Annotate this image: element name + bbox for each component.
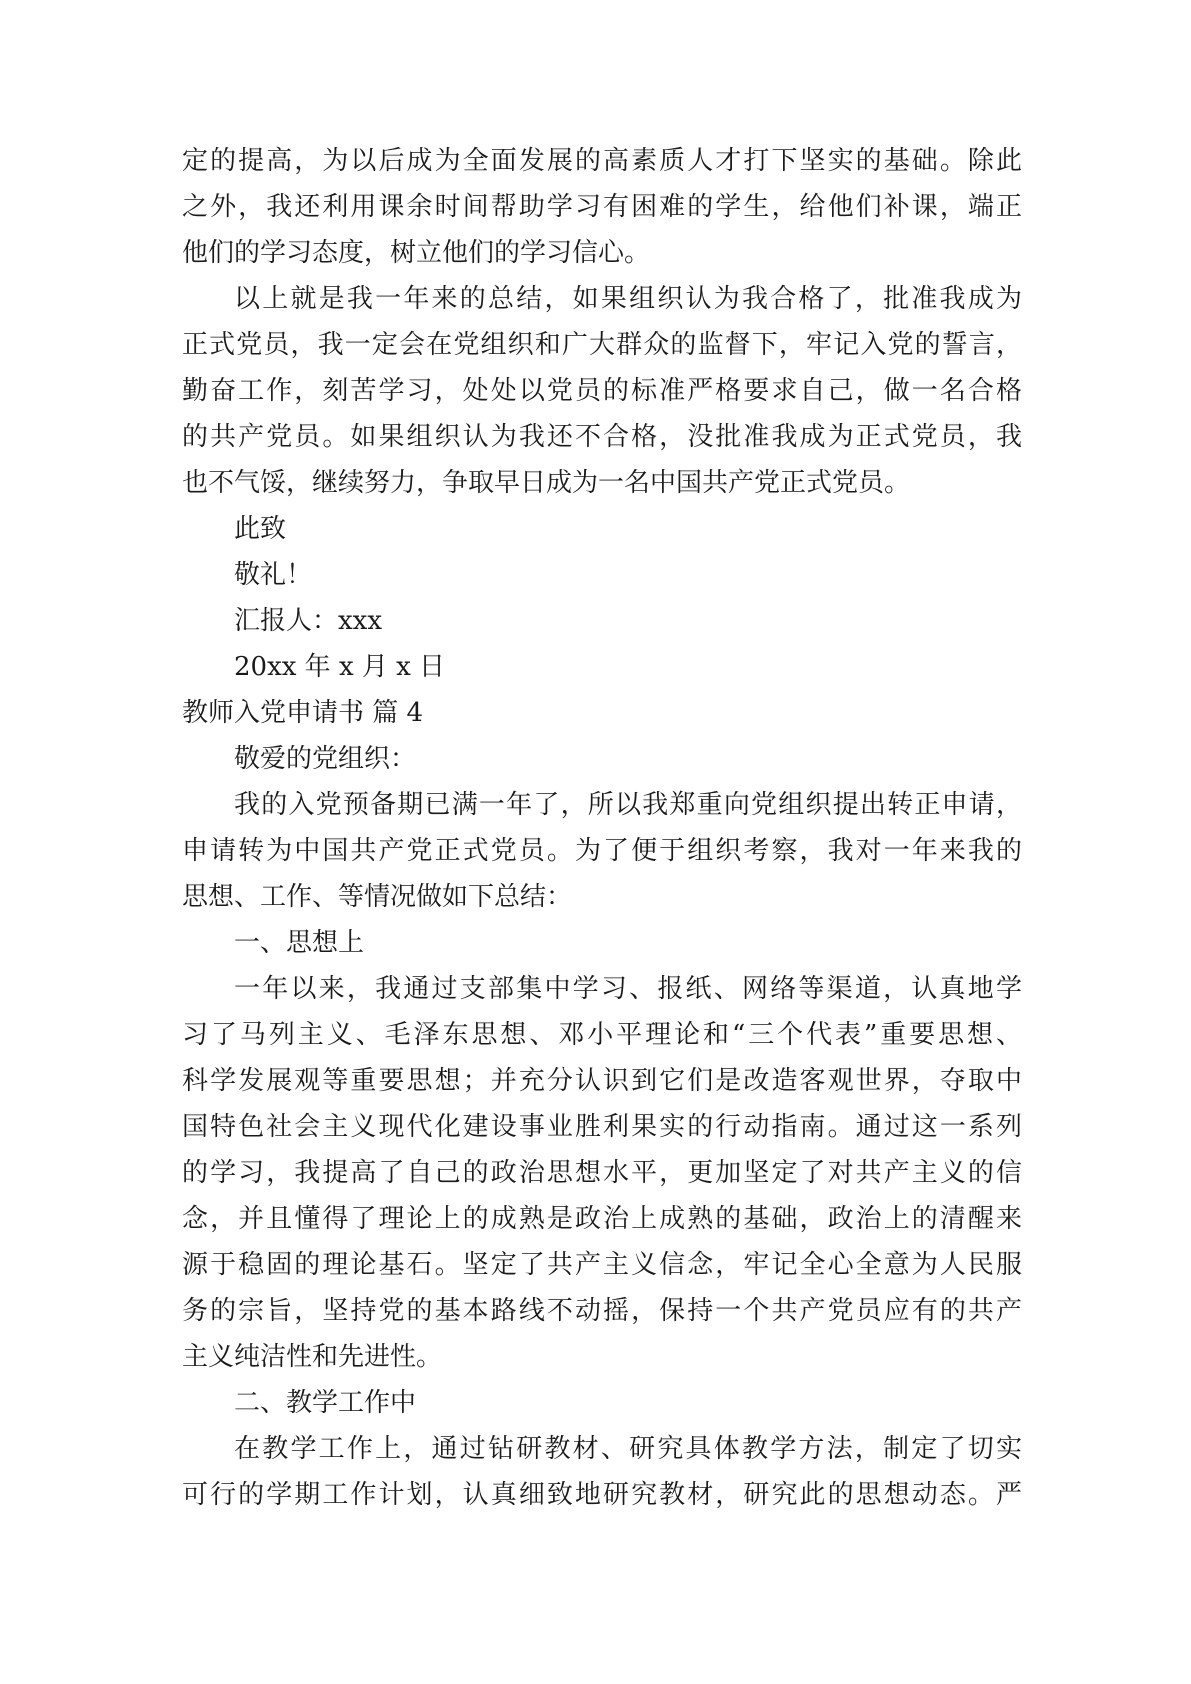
text-line: 申请转为中国共产党正式党员。为了便于组织考察，我对一年来我的 [182,836,1022,866]
text-line: 国特色社会主义现代化建设事业胜利果实的行动指南。通过这一系列 [182,1112,1022,1142]
text-line: 科学发展观等重要思想；并充分认识到它们是改造客观世界，夺取中 [182,1066,1022,1096]
text-line: 勤奋工作，刻苦学习，处处以党员的标准严格要求自己，做一名合格 [182,376,1022,406]
text-line: 习了马列主义、毛泽东思想、邓小平理论和“三个代表”重要思想、 [182,1020,1022,1050]
text-line: 思想、工作、等情况做如下总结： [182,882,573,912]
text-line: 务的宗旨，坚持党的基本路线不动摇，保持一个共产党员应有的共产 [182,1296,1022,1326]
text-line: 一年以来，我通过支部集中学习、报纸、网络等渠道，认真地学 [234,974,1022,1004]
text-line: 源于稳固的理论基石。坚定了共产主义信念，牢记全心全意为人民服 [182,1250,1022,1280]
document-page [182,138,1022,1518]
text-line: 他们的学习态度，树立他们的学习信心。 [182,238,651,268]
text-line: 以上就是我一年来的总结，如果组织认为我合格了，批准我成为 [234,284,1022,314]
section-heading: 教师入党申请书 篇 4 [182,698,424,728]
text-line: 的共产党员。如果组织认为我还不合格，没批准我成为正式党员，我 [182,422,1022,452]
text-line: 我的入党预备期已满一年了，所以我郑重向党组织提出转正申请， [234,790,1022,820]
subheading: 二、教学工作中 [234,1388,417,1418]
greeting-line: 敬爱的党组织： [234,744,417,774]
text-line: 的学习，我提高了自己的政治思想水平，更加坚定了对共产主义的信 [182,1158,1022,1188]
text-line: 也不气馁，继续努力，争取早日成为一名中国共产党正式党员。 [182,468,911,498]
text-line: 可行的学期工作计划，认真细致地研究教材，研究此的思想动态。严 [182,1480,1022,1510]
text-line: 正式党员，我一定会在党组织和广大群众的监督下，牢记入党的誓言， [182,330,1022,360]
text-line: 之外，我还利用课余时间帮助学习有困难的学生，给他们补课，端正 [182,192,1022,222]
salutation-line: 敬礼！ [234,560,313,590]
date-line: 20xx 年 x 月 x 日 [234,652,446,682]
text-line: 主义纯洁性和先进性。 [182,1342,443,1372]
reporter-line: 汇报人：xxx [234,606,382,636]
text-line: 定的提高，为以后成为全面发展的高素质人才打下坚实的基础。除此 [182,146,1022,176]
text-line: 念，并且懂得了理论上的成熟是政治上成熟的基础，政治上的清醒来 [182,1204,1022,1234]
subheading: 一、思想上 [234,928,365,958]
text-line: 在教学工作上，通过钻研教材、研究具体教学方法，制定了切实 [234,1434,1022,1464]
salutation-line: 此致 [234,514,287,544]
